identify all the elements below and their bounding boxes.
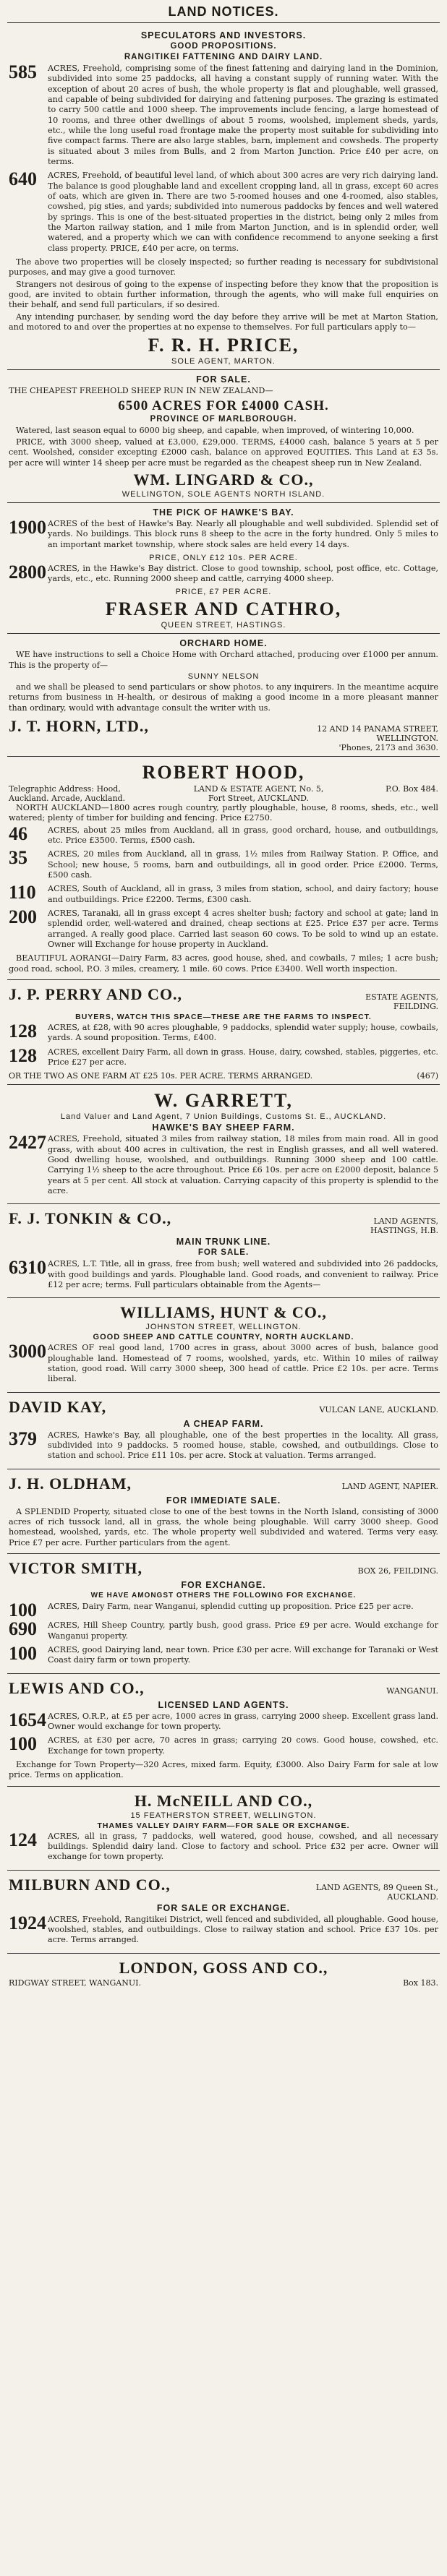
ad-heading: MAIN TRUNK LINE. bbox=[176, 1237, 271, 1248]
lot bbox=[9, 1709, 438, 1734]
ad-paragraph: The above two properties will be closely inspected; so further reading is necessary for subdivisional purposes, and may give a good turnover. bbox=[9, 257, 438, 278]
lot bbox=[9, 906, 438, 951]
lot-description: ACRES, Hawke's Bay, all ploughable, one of the best properties in the locality. All grass, subdivided into 9 paddocks. 5 roomed house, stable, cowshed, and outbuildings. Close to station and school. Price £11 10s. per acre. Stock at valuation. Terms arranged. bbox=[48, 1430, 438, 1461]
advertiser-address: BOX 26, FEILDING. bbox=[357, 1566, 438, 1576]
ad-footer-row bbox=[9, 1071, 438, 1081]
lot-description: ACRES, Freehold, situated 3 miles from railway station, 18 miles from main road. All in good grass, with about 400 acres in cultivation, the rest in English grasses, and all well watered. Good dwelling house, woolshed, and outbuildings. Running 3000 sheep and 100 cattle. Carrying 1½ sheep to the acre throughout. Price £6 10s. per acre on £2000 deposit, balance 5 years at 5 per cent. All stock at valuation. Carrying capacity of this property is splendid to the acre. bbox=[48, 1134, 438, 1195]
lot-description: ACRES, L.T. Title, all in grass, free from bush; well watered and subdivided into 26 paddocks, with good buildings and yards. Ploughable land. Good roads, and convenient to railway. Price £12 per acre; terms. Full particulars obtainable from the Agents— bbox=[48, 1259, 438, 1289]
advertiser-contact-row bbox=[9, 784, 438, 803]
ad-subheading: FOR SALE. bbox=[197, 1248, 250, 1258]
ad-london-goss bbox=[7, 1954, 440, 1991]
ad-robert-hood bbox=[7, 757, 440, 980]
lot-description: ACRES, Freehold, Rangitikei District, well fenced and subdivided, all ploughable. Good house, woolshed, stables, and outbuildings. Close to railway station and school. Price £37 10s. per acre. Terms arranged. bbox=[48, 1914, 438, 1945]
ad-heading: THE PICK OF HAWKE'S BAY. bbox=[153, 507, 294, 518]
po-box: Box 183. bbox=[403, 1978, 438, 1988]
lot-description: ACRES, at £30 per acre, 70 acres in grass; carrying 20 cows. Good house, cowshed, etc. Exchange for town property. bbox=[48, 1735, 438, 1756]
advertiser-name: WM. LINGARD & CO., bbox=[133, 470, 314, 489]
po-box: P.O. Box 484. bbox=[386, 784, 438, 794]
lot-acres-number: 2800 bbox=[9, 561, 46, 583]
advertiser-row bbox=[9, 715, 438, 743]
advertiser-name: VICTOR SMITH, bbox=[9, 1558, 142, 1577]
advertiser-name: FRASER AND CATHRO, bbox=[105, 598, 342, 620]
lot bbox=[9, 61, 438, 168]
advertiser-name: MILBURN AND CO., bbox=[9, 1875, 171, 1894]
lot-acres-number: 379 bbox=[9, 1427, 37, 1449]
advertiser-name: J. P. PERRY AND CO., bbox=[9, 985, 183, 1004]
lot bbox=[9, 825, 438, 848]
advertiser-name: W. GARRETT, bbox=[154, 1090, 293, 1112]
phone-numbers: 'Phones, 2173 and 3630. bbox=[339, 743, 438, 753]
ad-heading: HAWKE'S BAY SHEEP FARM. bbox=[152, 1122, 295, 1133]
advertiser-row bbox=[9, 1557, 438, 1579]
advertiser-name: F. J. TONKIN & CO., bbox=[9, 1209, 172, 1228]
lot bbox=[9, 1023, 438, 1045]
advertiser-name: H. McNEILL AND CO., bbox=[134, 1791, 313, 1810]
ad-heading: ORCHARD HOME. bbox=[179, 638, 268, 649]
ad-milburn bbox=[7, 1871, 440, 1954]
advertiser-address: WELLINGTON, SOLE AGENTS NORTH ISLAND. bbox=[122, 489, 325, 499]
lot-acres-number: 46 bbox=[9, 823, 27, 844]
lot-description: ACRES, all in grass, 7 paddocks, well watered, good house, cowshed, and all necessary buildings. Splendid dairy land. Close to factory and school. Price £32 per acre. Owner will exchange for town property. bbox=[48, 1831, 438, 1862]
advertiser-address: 15 FEATHERSTON STREET, WELLINGTON. bbox=[130, 1811, 317, 1820]
advertiser-row bbox=[9, 1396, 438, 1417]
advertiser-name: J. H. OLDHAM, bbox=[9, 1474, 132, 1493]
lot-price: PRICE, ONLY £12 10s. PER ACRE. bbox=[149, 553, 298, 562]
advertiser-name: LEWIS AND CO., bbox=[9, 1678, 145, 1697]
owner-name: SUNNY NELSON bbox=[187, 672, 260, 682]
advertiser-address: LAND AGENTS, HASTINGS, H.B. bbox=[370, 1216, 438, 1236]
ad-garrett bbox=[7, 1085, 440, 1204]
lot bbox=[9, 884, 438, 906]
ad-mcneill bbox=[7, 1787, 440, 1871]
lot-acres-number: 1924 bbox=[9, 1912, 46, 1933]
lot-description: ACRES, Hill Sheep Country, partly bush, good grass. Price £9 per acre. Would exchange for Wanganui property. bbox=[48, 1620, 438, 1641]
ad-tonkin bbox=[7, 1204, 440, 1298]
lot bbox=[9, 1343, 438, 1386]
lot-acres-number: 110 bbox=[9, 882, 36, 903]
lot bbox=[9, 1912, 438, 1947]
advertiser-name: WILLIAMS, HUNT & CO., bbox=[120, 1303, 327, 1322]
lot-description: ACRES, O.R.P., at £5 per acre, 1000 acres in grass, carrying 2000 sheep. Excellent grass land. Owner would exchange for town property. bbox=[48, 1711, 438, 1731]
lot-acres-number: 100 bbox=[9, 1642, 37, 1664]
lot-description: ACRES, excellent Dairy Farm, all down in grass. House, dairy, cowshed, stables, piggeries, etc. Price £27 per acre. bbox=[48, 1047, 438, 1068]
advertiser-row bbox=[9, 1873, 438, 1902]
advertiser-row bbox=[9, 1207, 438, 1235]
advertiser-address: WANGANUI. bbox=[386, 1686, 438, 1696]
lot bbox=[9, 168, 438, 255]
ad-subheading: PROVINCE OF MARLBOROUGH. bbox=[150, 414, 297, 424]
ad-big-offer: 6500 ACRES FOR £4000 CASH. bbox=[118, 398, 329, 413]
lot-price: PRICE, £7 PER ACRE. bbox=[175, 588, 272, 597]
lot bbox=[9, 1735, 438, 1758]
advertiser-address: SOLE AGENT, MARTON. bbox=[171, 357, 276, 366]
ad-paragraph: WE have instructions to sell a Choice Home with Orchard attached, producing over £1000 per annum. This is the property of— bbox=[9, 650, 438, 670]
ad-paragraph: OR THE TWO AS ONE FARM AT £25 10s. PER ACRE. TERMS ARRANGED. bbox=[9, 1071, 313, 1081]
ad-lingard bbox=[7, 370, 440, 503]
ad-paragraph: A SPLENDID Property, situated close to one of the best towns in the North Island, consisting of 3000 acres of rich tussock land, all in grass, the whole being ploughable. Will carry 3000 sheep. Good homestead, woolshed, yards, etc. The whole property well subdivided and watered. Terms very easy. Price £7 per acre. Further particulars from the agent. bbox=[9, 1506, 438, 1547]
lot-description: ACRES, 20 miles from Auckland, all in grass, 1½ miles from Railway Station. P. Office, and School; new house, 5 rooms, barn and outbuildings, all in good order. Price £2000. Terms, £500 cash. bbox=[48, 849, 438, 880]
lot-description: ACRES, Dairy Farm, near Wanganui, splendid cutting up proposition. Price £25 per acre. bbox=[48, 1601, 414, 1611]
lot bbox=[9, 561, 438, 586]
lot-acres-number: 690 bbox=[9, 1618, 37, 1640]
lot-description: ACRES, about 25 miles from Auckland, all in grass, good orchard, house, and outbuildings, etc. Price £3500. Terms, £500 cash. bbox=[48, 825, 438, 846]
ad-fraser-cathro bbox=[7, 503, 440, 635]
advertiser-address: ESTATE AGENTS, FEILDING. bbox=[365, 992, 438, 1012]
lot-acres-number: 640 bbox=[9, 168, 37, 190]
lot-acres-number: 1900 bbox=[9, 516, 46, 538]
lot-acres-number: 1654 bbox=[9, 1709, 46, 1730]
lot bbox=[9, 1599, 438, 1620]
ad-paragraph: Watered, last season equal to 6000 big sheep, and capable, when improved, of wintering 10,000. bbox=[16, 425, 414, 435]
advertiser-address: LAND & ESTATE AGENT, No. 5, Fort Street, AUCKLAND. bbox=[193, 784, 324, 804]
ad-heading: THAMES VALLEY DAIRY FARM—FOR SALE OR EXCHANGE. bbox=[97, 1821, 350, 1830]
ad-williams-hunt bbox=[7, 1298, 440, 1392]
advertiser-address: LAND AGENTS, 89 Queen St., AUCKLAND. bbox=[315, 1882, 438, 1902]
advertiser-address: JOHNSTON STREET, WELLINGTON. bbox=[145, 1323, 302, 1332]
advertiser-address: VULCAN LANE, AUCKLAND. bbox=[319, 1404, 438, 1414]
lot-acres-number: 100 bbox=[9, 1733, 37, 1755]
ad-reference: (467) bbox=[417, 1071, 438, 1081]
ad-horn bbox=[7, 634, 440, 757]
advertiser-address: QUEEN STREET, HASTINGS. bbox=[161, 621, 286, 630]
ad-heading: FOR SALE. bbox=[196, 374, 251, 385]
ad-paragraph: and we shall be pleased to send particulars or show photos. to any inquirers. In the meantime acquire returns from business in H-health, or desirous of making a good income in a more pleasant manner than ordinary, would with advantage consult the writer with us. bbox=[9, 682, 438, 713]
advertiser-name: DAVID KAY, bbox=[9, 1397, 107, 1416]
lot bbox=[9, 849, 438, 882]
ad-heading: A CHEAP FARM. bbox=[183, 1418, 264, 1429]
advertiser-address: RIDGWAY STREET, WANGANUI. bbox=[9, 1978, 141, 1988]
ad-heading: BUYERS, WATCH THIS SPACE—THESE ARE THE FARMS TO INSPECT. bbox=[75, 1013, 372, 1022]
lot-description: ACRES, Freehold, comprising some of the finest fattening and dairying land in the Dominion, subdivided into some 25 paddocks, all having a constant supply of running water. With the exception of about 20 acres of bush, the whole property is flat and ploughable, well grassed, and capable of being subdivided for dairying and fattening purposes. The grazing is estimated to carry 500 cattle and 1000 sheep. The improvements include fencing, a large homestead of 10 rooms, and three other dwellings of about 5 rooms, woolshed, implement sheds, yards, etc., while the long useful road frontage make the property most suitable for subdividing into five compact farms. There are also large stables, barn, implement and cowsheds. The property is situated about 3 miles from Bulls, and 2 from Marton Junction. Price £40 per acre, on terms. bbox=[48, 64, 438, 166]
lot-acres-number: 100 bbox=[9, 1599, 37, 1620]
advertiser-row bbox=[9, 983, 438, 1011]
lot bbox=[9, 1620, 438, 1643]
advertiser-name: LONDON, GOSS AND CO., bbox=[119, 1958, 328, 1977]
ad-david-kay bbox=[7, 1393, 440, 1469]
advertiser-address: Land Valuer and Land Agent, 7 Union Buildings, Customs St. E., AUCKLAND. bbox=[60, 1112, 387, 1122]
lot-description: ACRES, good Dairying land, near town. Price £30 per acre. Will exchange for Taranaki or West Coast dairy farm or town property. bbox=[48, 1644, 438, 1665]
lot-description: ACRES, at £28, with 90 acres ploughable, 9 paddocks, splendid water supply; house, cowbails, yards. A sound proposition. Terms, £400. bbox=[48, 1023, 438, 1043]
ad-victor-smith bbox=[7, 1554, 440, 1674]
lot-description: ACRES of the best of Hawke's Bay. Nearly all ploughable and well subdivided. Splendid set of yards. No buildings. This block runs 8 sheep to the acre in the forty hundred. Only 5 miles to an important market township, where stock sales are held every 14 days. bbox=[48, 518, 438, 549]
advertiser-row bbox=[9, 1472, 438, 1494]
lot-acres-number: 6310 bbox=[9, 1257, 46, 1279]
ad-heading: SPECULATORS AND INVESTORS. bbox=[140, 30, 307, 40]
lot bbox=[9, 516, 438, 551]
ad-price-marton bbox=[7, 26, 440, 370]
lot-acres-number: 124 bbox=[9, 1829, 37, 1850]
lot bbox=[9, 1044, 438, 1070]
lot-acres-number: 585 bbox=[9, 61, 37, 82]
ad-subheading: GOOD PROPOSITIONS. bbox=[170, 42, 277, 51]
lot-description: NORTH AUCKLAND—1800 acres rough country, partly ploughable, house, 8 rooms, sheds, etc., well watered; plenty of timber for building and fencing. Price £2750. bbox=[9, 803, 438, 823]
ad-intro: THE CHEAPEST FREEHOLD SHEEP RUN IN NEW ZEALAND— bbox=[9, 386, 273, 396]
lot-description: ACRES, in the Hawke's Bay district. Close to good township, school, post office, etc. Cottage, yards, etc., etc. Running 2000 sheep and cattle, carrying 4000 sheep. bbox=[48, 563, 438, 584]
lot-description: ACRES, South of Auckland, all in grass, 3 miles from station, school, and dairy factory; house and outbuildings. Price £2200. Terms, £300 cash. bbox=[48, 884, 438, 904]
ad-lewis bbox=[7, 1674, 440, 1787]
ad-paragraph: BEAUTIFUL AORANGI—Dairy Farm, 83 acres, good house, shed, and cowbails, 7 miles; 1 acre bush; good road, school, P.O. 3 miles, creamery, 1 mile. 60 cows. Price £3400. Well worth inspection. bbox=[9, 953, 438, 974]
advertiser-address: 12 AND 14 PANAMA STREET, WELLINGTON. bbox=[317, 724, 438, 744]
advertiser-name: F. R. H. PRICE, bbox=[148, 335, 299, 356]
ad-heading: FOR IMMEDIATE SALE. bbox=[166, 1495, 281, 1506]
ad-oldham bbox=[7, 1469, 440, 1554]
page-title: LAND NOTICES. bbox=[168, 4, 279, 19]
advertiser-row bbox=[9, 1978, 438, 1988]
lot bbox=[9, 1642, 438, 1667]
advertiser-name: J. T. HORN, LTD., bbox=[9, 717, 149, 736]
lot-acres-number: 2427 bbox=[9, 1132, 46, 1154]
lot-acres-number: 200 bbox=[9, 906, 37, 928]
ad-heading: GOOD SHEEP AND CATTLE COUNTRY, NORTH AUCKLAND. bbox=[93, 1333, 354, 1342]
ad-paragraph: PRICE, with 3000 sheep, valued at £3,000, £29,000. TERMS, £4000 cash, balance 5 years at 5 per cent. Woolshed, consider excepting £2000 cash, balance on approved EQUITIES. This Land at £3 5s. per acre will winter 14 sheep per acre must be regarded as the cheapest sheep run in New Zealand. bbox=[9, 437, 438, 468]
lot bbox=[9, 1134, 438, 1198]
advertiser-name: ROBERT HOOD, bbox=[142, 762, 305, 783]
ad-paragraph: Any intending purchaser, by sending word the day before they arrive will be met at Marton Station, and motored to and over the properties at no expense to themselves. For full particulars apply to— bbox=[9, 312, 438, 332]
lot-acres-number: 3000 bbox=[9, 1341, 46, 1362]
lot-acres-number: 128 bbox=[9, 1021, 37, 1042]
advertiser-address: LAND AGENT, NAPIER. bbox=[341, 1481, 438, 1491]
lot-description: ACRES, Taranaki, all in grass except 4 acres shelter bush; factory and school at gate; land in splendid order, well-watered and drained, cheap sections at £25. Price £37 per acre. Terms arranged. A really good place. Carried last season 60 cows. To be sold to wind up an estate. Owner will Exchange for house property in Auckland. bbox=[48, 909, 438, 950]
ad-subheading: RANGITIKEI FATTENING AND DAIRY LAND. bbox=[124, 53, 323, 61]
lot bbox=[9, 1259, 438, 1292]
advertiser-row bbox=[9, 1677, 438, 1699]
ad-heading: LICENSED LAND AGENTS. bbox=[158, 1699, 289, 1710]
divider bbox=[7, 22, 440, 23]
ad-subheading: WE HAVE AMONGST OTHERS THE FOLLOWING FOR EXCHANGE. bbox=[90, 1591, 357, 1600]
lot bbox=[9, 1829, 438, 1864]
lot-description: ACRES OF real good land, 1700 acres in grass, about 3000 acres of bush, balance good ploughable land. Homestead of 7 rooms, woolshed, yards, etc. Within 10 miles of railway station, good road. Will carry 3000 sheep, 300 head of cattle. Price £2 10s. per acre. Terms liberal. bbox=[48, 1343, 438, 1384]
lot-description: ACRES, Freehold, of beautiful level land, of which about 300 acres are very rich dairying land. The balance is good ploughable land and excellent cropping land, all in grass, except 60 acres of oats, which are given in. There are two 5-roomed houses and one 4-roomed, also stables, cowshed, pig sties, and yards; subdivided into numerous paddocks by fences and well watered by springs. This is one of the best-situated properties in the district, being only 2 miles from the Marton railway station, and 1 mile from Marton Junction, and is in splendid order, well watered, and a property which we can with confidence recommend to anyone seeking a first class property. PRICE, £40 per acre, on terms. bbox=[48, 171, 438, 253]
ad-heading: FOR SALE OR EXCHANGE. bbox=[156, 1902, 291, 1913]
lot bbox=[9, 1427, 438, 1463]
telegraphic-address: Telegraphic Address: Hood, Auckland. Arcade, Auckland. bbox=[9, 784, 126, 804]
lot-acres-number: 35 bbox=[9, 847, 27, 869]
ad-paragraph: Exchange for Town Property—320 Acres, mixed farm. Equity, £3000. Also Dairy Farm for sale at low price. Terms on application. bbox=[9, 1759, 438, 1780]
ad-perry bbox=[7, 980, 440, 1085]
ad-paragraph: Strangers not desirous of going to the expense of inspecting before they know that the proposition is good, are invited to obtain further information, through the agents, who will make full enquiries on their behalf, and send full particulars, if so desired. bbox=[9, 279, 438, 310]
ad-heading: FOR EXCHANGE. bbox=[181, 1579, 266, 1590]
lot-acres-number: 128 bbox=[9, 1044, 37, 1066]
